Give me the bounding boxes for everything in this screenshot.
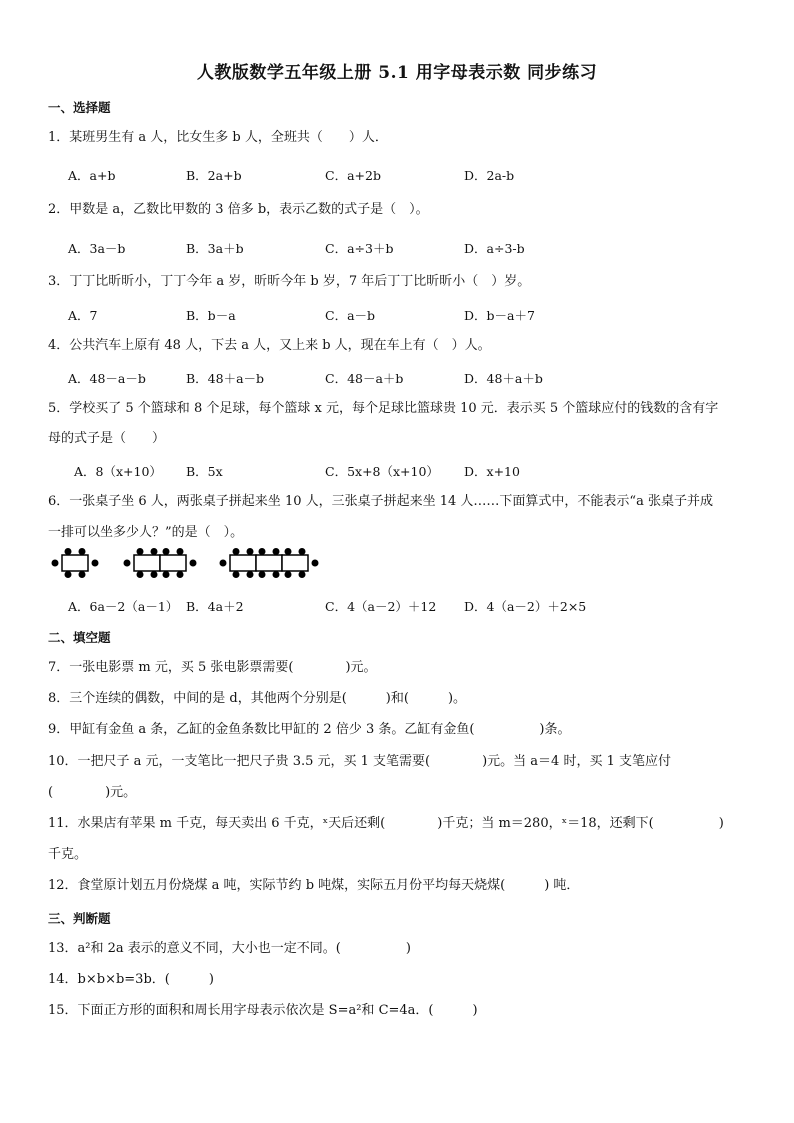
section-heading-true-false: 三、判断题 (48, 911, 111, 926)
question-6-options (0, 597, 794, 613)
page-title: 人教版数学五年级上册 5.1 用字母表示数 同步练习 (196, 63, 598, 83)
question-7: 7．一张电影票 m 元，买 5 张电影票需要( )元。 (48, 660, 377, 675)
question-6-line-2: 一排可以坐多少人？”的是（ ）。 (48, 525, 244, 540)
option-a: A．a+b (68, 168, 116, 183)
section-heading-choice: 一、选择题 (48, 100, 111, 115)
two-tables-diagram (122, 548, 198, 578)
question-10-line-2: ( )元。 (48, 785, 137, 800)
question-2: 2．甲数是 a，乙数比甲数的 3 倍多 b，表示乙数的式子是（ ）。 (48, 202, 429, 217)
question-11-line-2: 千克。 (48, 847, 88, 862)
question-13: 13．a²和 2a 表示的意义不同，大小也一定不同。( ) (48, 941, 411, 956)
question-1-options (0, 166, 794, 182)
question-2-options (0, 239, 794, 255)
option-a: A．7 (68, 308, 98, 323)
option-b: B．2a+b (186, 168, 242, 183)
question-15: 15．下面正方形的面积和周长用字母表示依次是 S=a²和 C=4a．( ) (48, 1003, 478, 1018)
question-10-line-1: 10．一把尺子 a 元，一支笔比一把尺子贵 3.5 元，买 1 支笔需要( )元。当 a＝4 时，买 1 支笔应付 (48, 754, 671, 769)
three-tables-diagram (218, 548, 322, 578)
option-a: A．48－a－b (68, 371, 146, 386)
option-b: B．5x (186, 464, 223, 479)
option-b: B．b－a (186, 308, 236, 323)
option-b: B．3a＋b (186, 241, 244, 256)
one-table-diagram (50, 548, 100, 578)
section-heading-fill-in: 二、填空题 (48, 630, 111, 645)
option-d: D．2a-b (464, 168, 515, 183)
option-c: C．5x+8（x+10） (325, 464, 439, 479)
question-4-options (0, 369, 794, 385)
question-4: 4．公共汽车上原有 48 人，下去 a 人，又上来 b 人，现在车上有（ ）人。 (48, 338, 491, 353)
option-c: C．a÷3＋b (325, 241, 394, 256)
question-8: 8．三个连续的偶数，中间的是 d，其他两个分别是( )和( )。 (48, 691, 467, 706)
option-c: C．a+2b (325, 168, 381, 183)
option-c: C．a－b (325, 308, 376, 323)
question-5-options (0, 462, 794, 478)
question-1: 1．某班男生有 a 人，比女生多 b 人，全班共（ ）人． (48, 130, 388, 145)
question-14: 14．b×b×b=3b．( ) (48, 972, 214, 987)
option-d: D．b－a＋7 (464, 308, 535, 323)
question-5-line-1: 5．学校买了 5 个篮球和 8 个足球，每个篮球 x 元，每个足球比篮球贵 10 元．表示买 5 个篮球应付的钱数的含有字 (48, 401, 719, 416)
option-a: A．3a－b (68, 241, 126, 256)
question-9: 9．甲缸有金鱼 a 条，乙缸的金鱼条数比甲缸的 2 倍少 3 条。乙缸有金鱼( )条。 (48, 722, 571, 737)
option-d: D．48＋a＋b (464, 371, 543, 386)
question-3-options (0, 306, 794, 322)
question-5-line-2: 母的式子是（ ） (48, 431, 166, 446)
question-12: 12．食堂原计划五月份烧煤 a 吨，实际节约 b 吨煤，实际五月份平均每天烧煤( ) 吨． (48, 878, 580, 893)
option-b: B．48＋a－b (186, 371, 265, 386)
option-d: D．a÷3-b (464, 241, 525, 256)
question-6-line-1: 6．一张桌子坐 6 人，两张桌子拼起来坐 10 人，三张桌子拼起来坐 14 人……下面算式中，不能表示“a 张桌子并成 (48, 494, 713, 509)
option-c: C．48－a＋b (325, 371, 404, 386)
option-d: D．x+10 (464, 464, 520, 479)
option-a: A．6a－2（a－1） (68, 599, 179, 614)
question-11-line-1: 11．水果店有苹果 m 千克，每天卖出 6 千克，ˣ天后还剩( )千克；当 m＝280，ˣ＝18，还剩下( ) (48, 816, 724, 831)
option-b: B．4a＋2 (186, 599, 244, 614)
option-d: D．4（a－2）＋2×5 (464, 599, 587, 614)
option-a: A．8（x+10） (74, 464, 162, 479)
question-3: 3．丁丁比昕昕小，丁丁今年 a 岁，昕昕今年 b 岁，7 年后丁丁比昕昕小（ ）岁。 (48, 274, 531, 289)
option-c: C．4（a－2）＋12 (325, 599, 437, 614)
